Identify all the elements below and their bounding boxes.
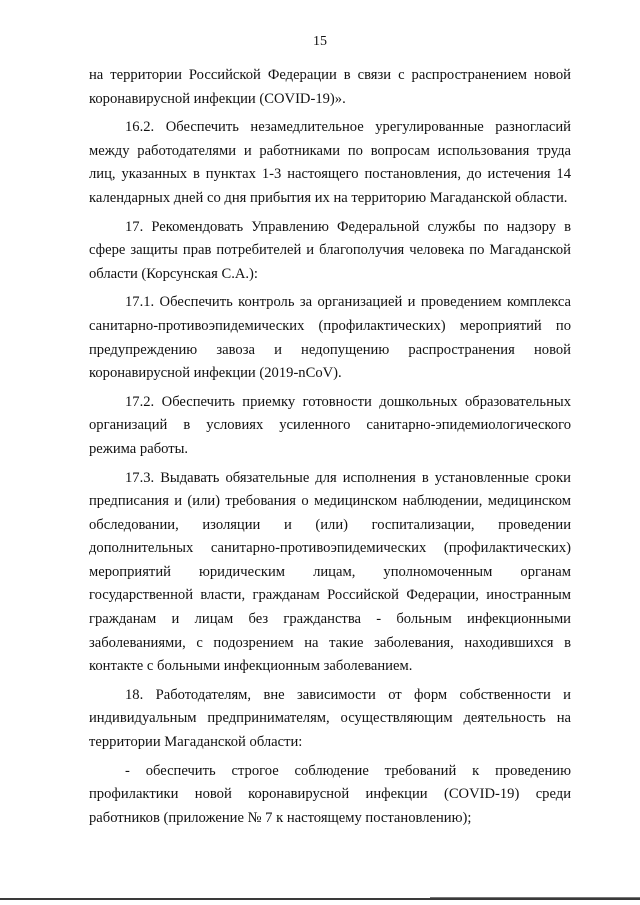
page-number: 15 xyxy=(313,34,327,49)
paragraph-17-2: 17.2. Обеспечить приемку готовности дошкольных образовательных организаций в условиях усиленного санитарно-эпидемиологического режима работы. xyxy=(89,393,571,457)
paragraph-18-item: - обеспечить строгое соблюдение требований к проведению профилактики новой коронавирусной инфекции (COVID-19) среди работников (приложение № 7 к настоящему постановлению); xyxy=(89,762,571,826)
paragraph-17-3: 17.3. Выдавать обязательные для исполнения в установленные сроки предписания и (или) требования о медицинском наблюдении, медицинском обследовании, изоляции и (или) госпитализации, проведении дополнительных санитарно-противоэпидемических (профилактических) мероприятий юридическим лицам, уполномоченным органам государственной власти, гражданам Российской Федерации, иностранным гражданам и лицам без гражданства - больным инфекционными заболеваниями, с подозрением на такие заболевания, находившихся в контакте с больными инфекционным заболеванием. xyxy=(89,469,571,675)
paragraph-17-1: 17.1. Обеспечить контроль за организацией и проведением комплекса санитарно-противоэпидемических (профилактических) мероприятий по предупреждению завоза и недопущению распространения новой коронавирусной инфекции (2019-nCoV). xyxy=(89,294,571,382)
scan-edge-line-right xyxy=(430,897,640,898)
scan-edge-line xyxy=(0,898,640,900)
paragraph-18: 18. Работодателям, вне зависимости от форм собственности и индивидуальным предпринимателям, осуществляющим деятельность на территории Магаданской области: xyxy=(89,686,571,751)
paragraph-17: 17. Рекомендовать Управлению Федеральной службы по надзору в сфере защиты прав потребителей и благополучия человека по Магаданской области (Корсунская С.А.): xyxy=(89,218,571,282)
paragraph-16-2: 16.2. Обеспечить незамедлительное урегулированные разногласий между работодателями и работниками по вопросам использования труда лиц, указанных в пунктах 1-3 настоящего постановления, до истечения 14 календарных дней со дня прибытия их на территорию Магаданской области. xyxy=(89,119,571,206)
paragraph-continuation: на территории Российской Федерации в связи с распространением новой коронавирусной инфекции (COVID-19)». xyxy=(89,67,571,107)
document-body xyxy=(89,64,571,835)
